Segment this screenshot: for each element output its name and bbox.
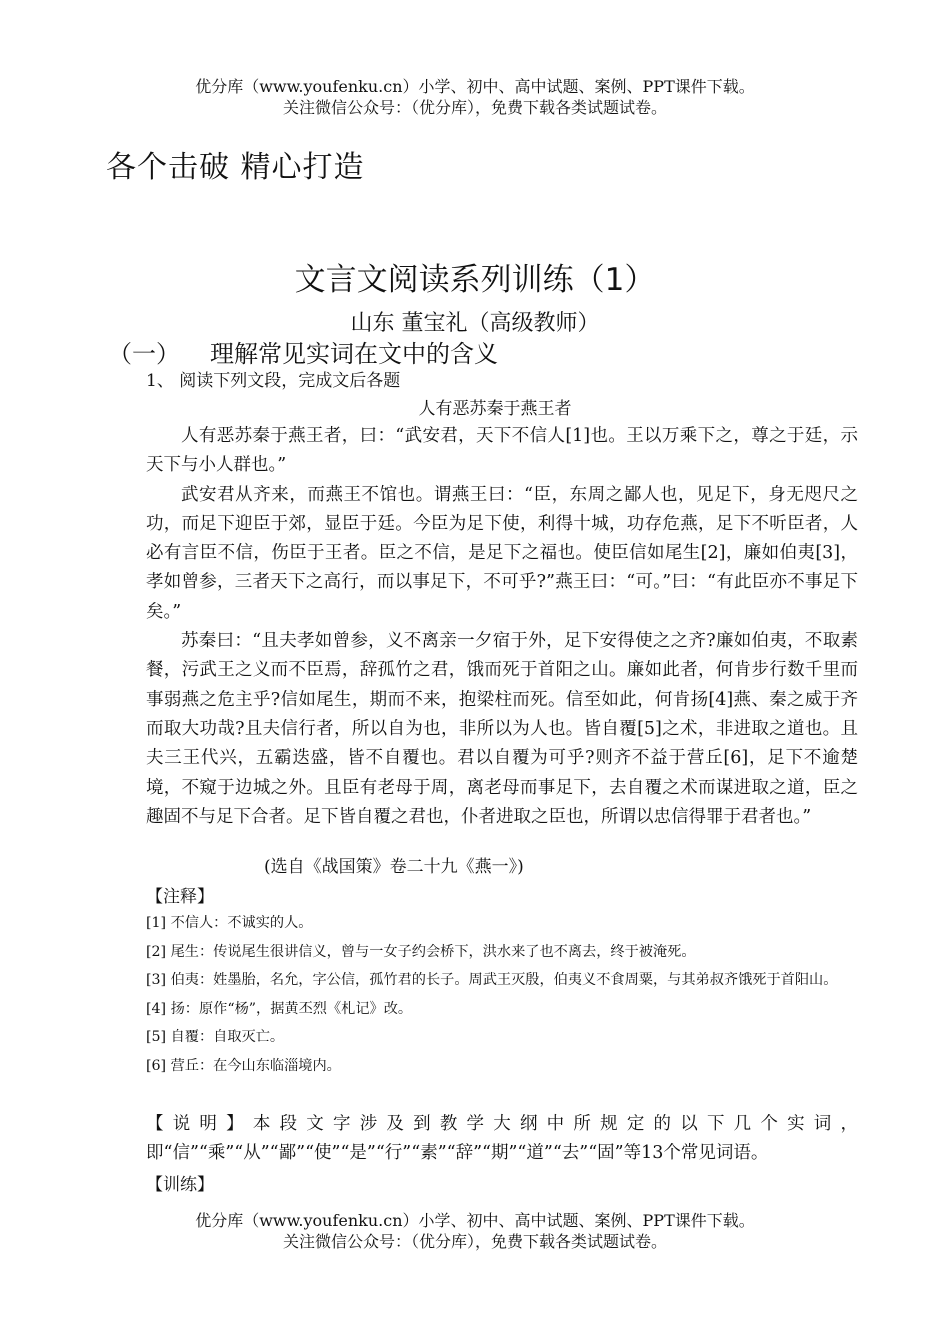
question-prompt: 1、 阅读下列文段，完成文后各题 xyxy=(146,371,401,391)
notes-list xyxy=(146,909,858,1081)
explanation-label: 【说明】 xyxy=(146,1114,253,1134)
passage-source: (选自《战国策》卷二十九《燕一》) xyxy=(264,857,524,877)
note-item: [3] 伯夷：姓墨胎，名允，字公信，孤竹君的长子。周武王灭殷，伯夷义不食周粟，与其弟叔齐饿死于首阳山。 xyxy=(146,972,838,989)
page-footer xyxy=(0,1210,950,1252)
slogan: 各个击破 精心打造 xyxy=(106,150,365,185)
note-item: [5] 自覆：自取灭亡。 xyxy=(146,1029,285,1046)
note-item: [2] 尾生：传说尾生很讲信义，曾与一女子约会桥下，洪水来了也不离去，终于被淹死。 xyxy=(146,943,696,960)
header-line-1: 优分库（www.youfenku.cn）小学、初中、高中试题、案例、PPT课件下载。 xyxy=(195,77,755,96)
notes-heading: 【注释】 xyxy=(146,887,214,907)
section-title: 理解常见实词在文中的含义 xyxy=(210,340,498,368)
footer-line-1: 优分库（www.youfenku.cn）小学、初中、高中试题、案例、PPT课件下载。 xyxy=(195,1211,755,1230)
explanation xyxy=(146,1110,858,1167)
note-item: [1] 不信人：不诚实的人。 xyxy=(146,915,313,931)
header-line-2: 关注微信公众号：（优分库），免费下载各类试题试卷。 xyxy=(282,98,667,117)
passage-body xyxy=(146,422,858,832)
passage-paragraph: 人有恶苏秦于燕王者，曰：“武安君，天下不信人[1]也。王以万乘下之，尊之于廷，示天下与小人群也。” xyxy=(146,426,858,476)
training-heading: 【训练】 xyxy=(146,1175,214,1195)
passage-title: 人有恶苏秦于燕王者 xyxy=(418,399,572,419)
passage-paragraph: 武安君从齐来，而燕王不馆也。谓燕王曰：“臣，东周之鄙人也，见足下，身无咫尺之功，而足下迎臣于郊，显臣于廷。今臣为足下使，利得十城，功存危燕，足下不听臣者，人必有言臣不信，伤臣于王者。臣之不信，是足下之福也。使臣信如尾生[2]，廉如伯夷[3]，孝如曾参，三者天下之高行，而以事足下，不可乎?”燕王曰：“可。”曰：“有此臣亦不事足下矣。” xyxy=(146,484,858,622)
footer-line-2: 关注微信公众号：（优分库），免费下载各类试题试卷。 xyxy=(282,1232,667,1251)
section-number: （一） xyxy=(108,340,180,368)
document-title: 文言文阅读系列训练（1） xyxy=(294,262,656,298)
section-heading xyxy=(108,334,498,369)
note-item: [6] 营丘：在今山东临淄境内。 xyxy=(146,1057,341,1074)
page-header xyxy=(0,76,950,118)
explanation-text: 本段文字涉及到教学大纲中所规定的以下几个实词，即“信”“乘”“从”“鄙”“使”“是”“行”“素”“辞”“期”“道”“去”“固”等13个常见词语。 xyxy=(146,1114,859,1163)
author-line: 山东 董宝礼（高级教师） xyxy=(350,311,600,336)
note-item: [4] 扬：原作“杨”，据黄丕烈《札记》改。 xyxy=(146,1000,413,1017)
passage-paragraph: 苏秦曰：“且夫孝如曾参，义不离亲一夕宿于外，足下安得使之之齐?廉如伯夷，不取素餐，污武王之义而不臣焉，辞孤竹之君，饿而死于首阳之山。廉如此者，何肯步行数千里而事弱燕之危主乎?信如尾生，期而不来，抱梁柱而死。信至如此，何肯扬[4]燕、秦之威于齐而取大功哉?且夫信行者，所以自为也，非所以为人也。皆自覆[5]之术，非进取之道也。且夫三王代兴，五霸迭盛，皆不自覆也。君以自覆为可乎?则齐不益于营丘[6]，足下不逾楚境，不窥于边城之外。且臣有老母于周，离老母而事足下，去自覆之术而谋进取之道，臣之趣固不与足下合者。足下皆自覆之君也，仆者进取之臣也，所谓以忠信得罪于君者也。” xyxy=(146,631,858,827)
